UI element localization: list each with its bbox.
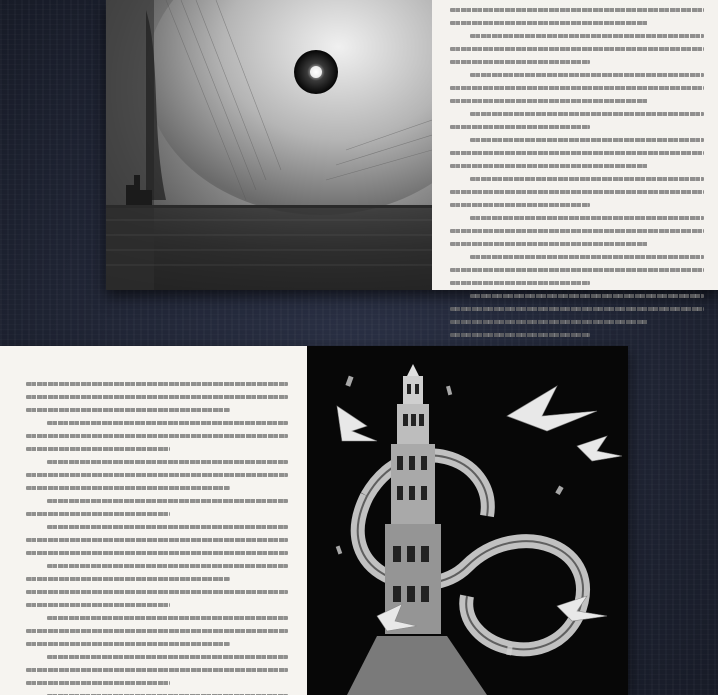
book-spread-top (106, 0, 718, 290)
tower-serpent-paper-cranes-illustration-icon (307, 346, 628, 695)
text-page-bottom-left (0, 346, 307, 695)
tower (347, 364, 487, 695)
moon-eye-illustration-icon (106, 0, 432, 290)
body-text-column (450, 8, 704, 346)
body-text-column (26, 382, 288, 695)
book-spread-bottom (0, 346, 628, 695)
text-page-top-right (432, 0, 718, 290)
moon-disc (146, 0, 432, 215)
tower-drawing (307, 346, 628, 695)
moon-eye-drawing (106, 0, 432, 290)
